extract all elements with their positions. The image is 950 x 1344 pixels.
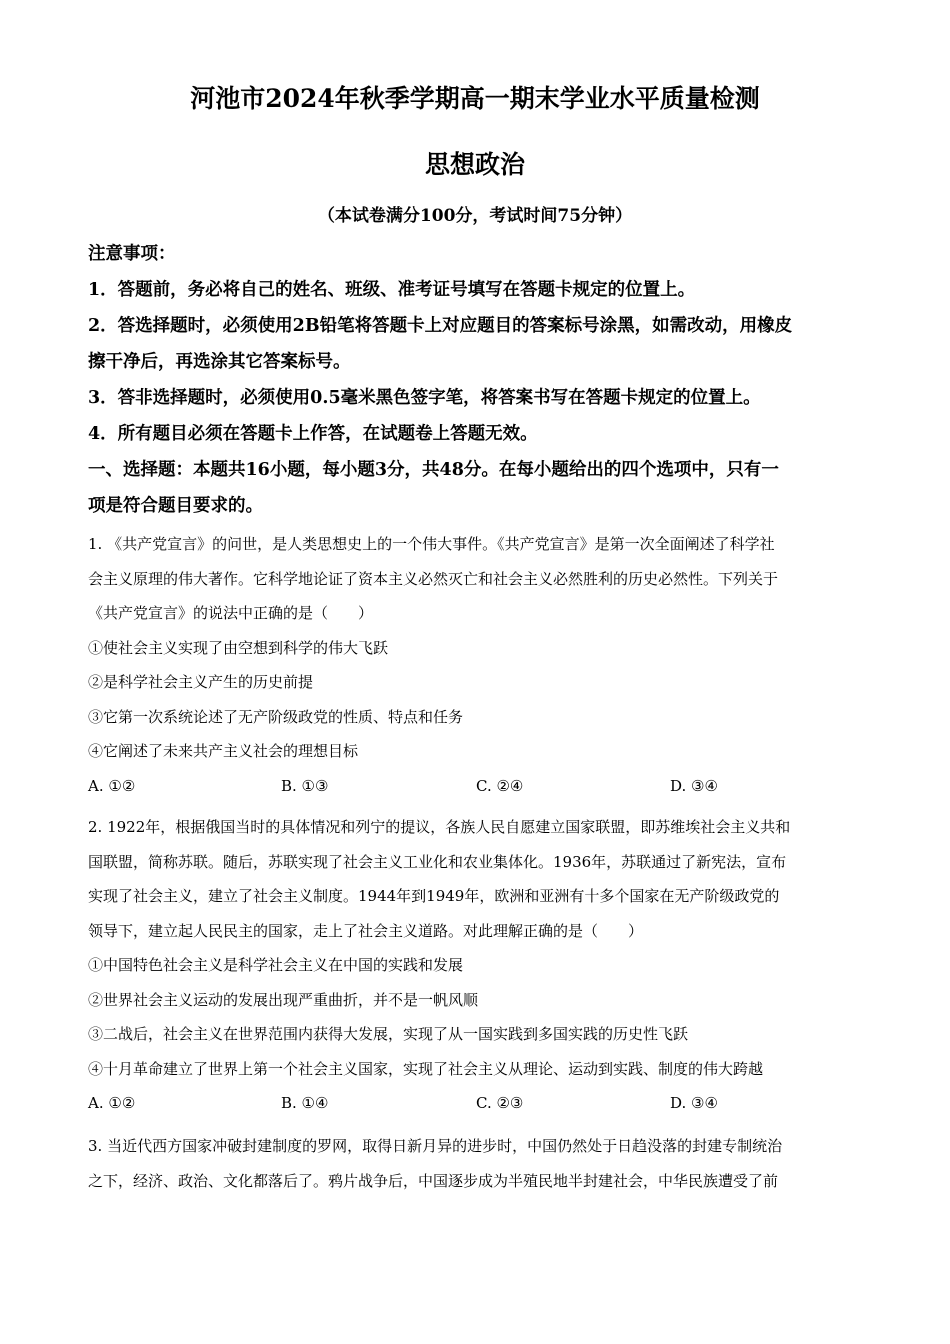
question-text-line: 实现了社会主义，建立了社会主义制度。1944年到1949年，欧洲和亚洲有十多个国家在无产阶级政党的 <box>88 887 780 905</box>
statement-line: ③二战后，社会主义在世界范围内获得大发展，实现了从一国实践到多国实践的历史性飞跃 <box>88 1025 689 1043</box>
question-text-line: 3. 当近代西方国家冲破封建制度的罗网，取得日新月异的进步时，中国仍然处于日趋没落的封建专制统治 <box>88 1137 783 1155</box>
answer-options <box>88 1086 864 1121</box>
option-a: A. ①② <box>88 1094 136 1112</box>
option-a: A. ①② <box>88 776 136 795</box>
statement-line: ②是科学社会主义产生的历史前提 <box>88 673 314 691</box>
question-text-line: 之下，经济、政治、文化都落后了。鸦片战争后，中国逐步成为半殖民地半封建社会，中华民族遭受了前 <box>88 1171 779 1190</box>
exam-title: 河池市2024年秋季学期高一期末学业水平质量检测 <box>190 84 760 113</box>
statement-line: ③它第一次系统论述了无产阶级政党的性质、特点和任务 <box>88 707 464 726</box>
notes-section <box>88 236 864 524</box>
question-1 <box>88 527 864 803</box>
question-text-line: 国联盟，简称苏联。随后，苏联实现了社会主义工业化和农业集体化。1936年，苏联通过了新宪法，宣布 <box>88 852 787 871</box>
subject-title: 思想政治 <box>424 150 525 179</box>
statement-line: ②世界社会主义运动的发展出现严重曲折，并不是一帆风顺 <box>88 990 479 1009</box>
section-heading-line: 项是符合题目要求的。 <box>88 496 263 516</box>
question-3 <box>88 1129 864 1198</box>
statement-line: ①中国特色社会主义是科学社会主义在中国的实践和发展 <box>88 956 464 974</box>
exam-info: （本试卷满分100分，考试时间75分钟） <box>317 206 633 226</box>
note-line: 擦干净后，再选涂其它答案标号。 <box>88 352 351 372</box>
note-line: 2．答选择题时，必须使用2B铅笔将答题卡上对应题目的答案标号涂黑，如需改动，用橡皮 <box>88 316 793 336</box>
option-b: B. ①④ <box>281 1094 329 1112</box>
option-b: B. ①③ <box>281 776 329 795</box>
option-c: C. ②③ <box>476 1094 524 1112</box>
question-text-line: 1. 《共产党宣言》的问世，是人类思想史上的一个伟大事件。《共产党宣言》是第一次全面阐述了科学社 <box>88 535 775 553</box>
question-text-line: 领导下，建立起人民民主的国家，走上了社会主义道路。对此理解正确的是（ ） <box>88 921 644 940</box>
notes-heading: 注意事项： <box>88 244 176 264</box>
option-c: C. ②④ <box>476 776 524 795</box>
option-d: D. ③④ <box>670 1094 718 1112</box>
statement-line: ④它阐述了未来共产主义社会的理想目标 <box>88 742 359 760</box>
statement-line: ④十月革命建立了世界上第一个社会主义国家，实现了社会主义从理论、运动到实践、制度的伟大跨越 <box>88 1059 764 1078</box>
statement-line: ①使社会主义实现了由空想到科学的伟大飞跃 <box>88 638 389 657</box>
question-text-line: 2. 1922年，根据俄国当时的具体情况和列宁的提议，各族人民自愿建立国家联盟，即苏维埃社会主义共和 <box>88 818 791 836</box>
question-2 <box>88 810 864 1121</box>
answer-options <box>88 769 864 804</box>
section-heading-line: 一、选择题：本题共16小题，每小题3分，共48分。在每小题给出的四个选项中，只有一 <box>88 460 779 480</box>
note-line: 4．所有题目必须在答题卡上作答，在试题卷上答题无效。 <box>88 424 538 444</box>
note-line: 3．答非选择题时，必须使用0.5毫米黑色签字笔，将答案书写在答题卡规定的位置上。 <box>88 388 761 408</box>
option-d: D. ③④ <box>670 776 718 795</box>
question-text-line: 会主义原理的伟大著作。它科学地论证了资本主义必然灭亡和社会主义必然胜利的历史必然性。下列关于 <box>88 569 779 588</box>
question-text-line: 《共产党宣言》的说法中正确的是（ ） <box>88 604 374 622</box>
note-line: 1．答题前，务必将自己的姓名、班级、准考证号填写在答题卡规定的位置上。 <box>88 280 696 300</box>
